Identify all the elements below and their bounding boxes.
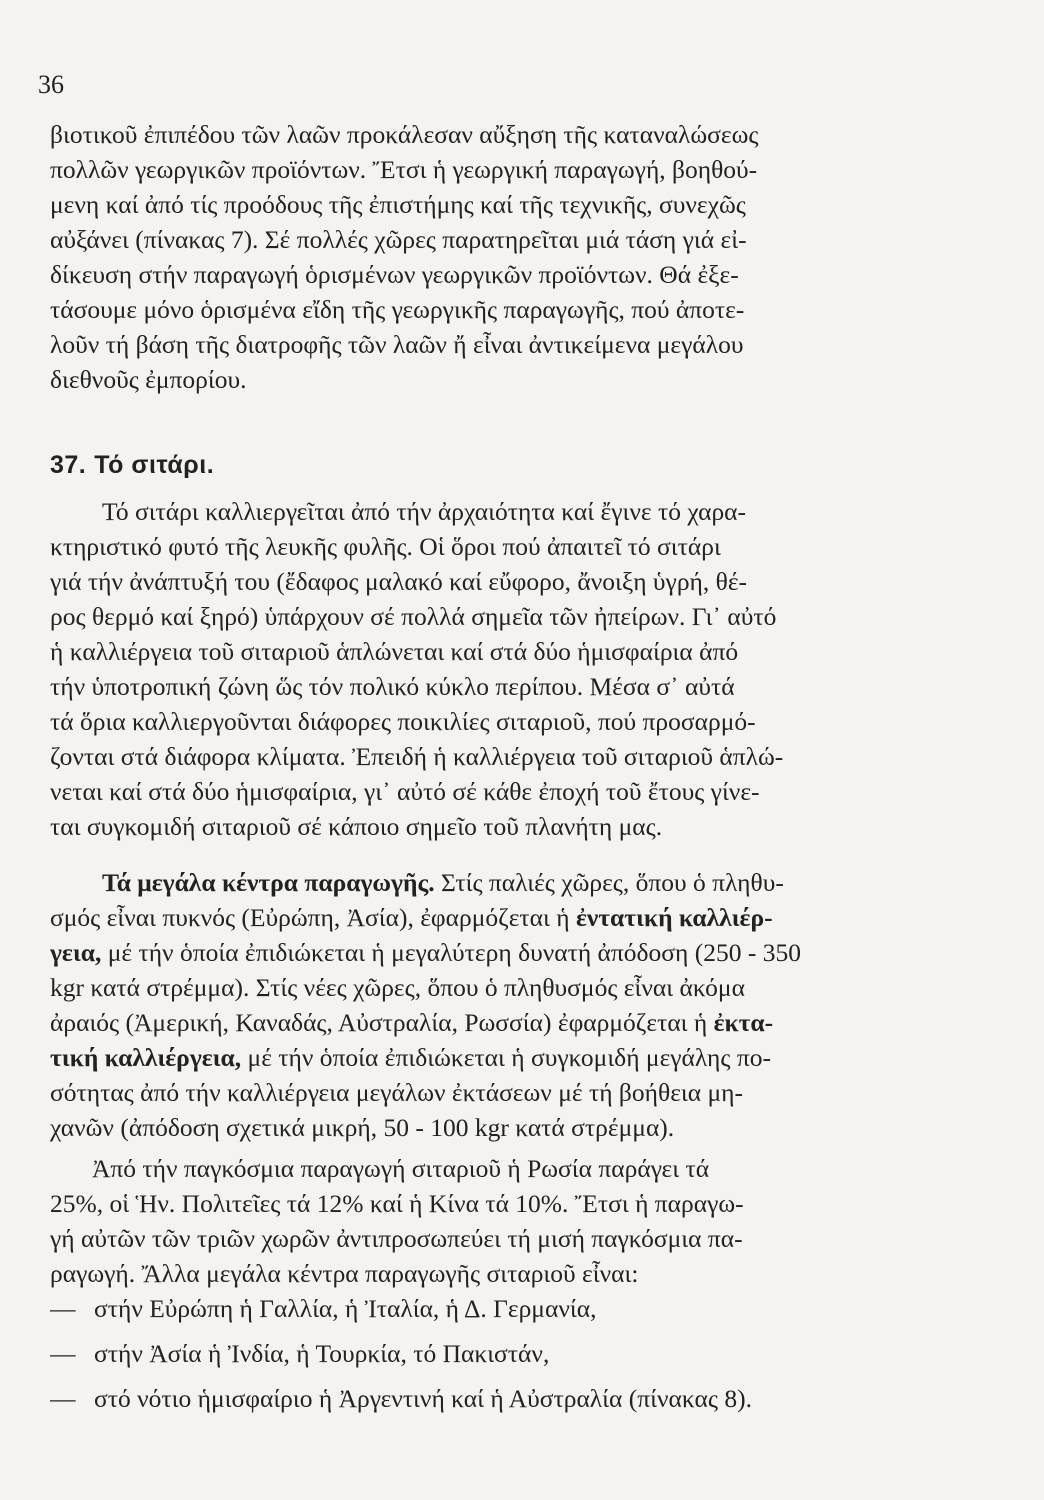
- list-item-text: στό νότιο ἡμισφαίριο ἡ Ἀργεντινή καί ἡ Αὐστραλία (πίνακας 8).: [94, 1384, 752, 1413]
- dash-bullet: —: [50, 1384, 76, 1413]
- text-line: τήν ὑποτροπική ζώνη ὥς τόν πολικό κύκλο περίπου. Μέσα σ᾽ αὐτά: [50, 672, 735, 701]
- text-line: μενη καί ἀπό τίς προόδους τῆς ἐπιστήμης καί τῆς τεχνικῆς, συνεχῶς: [50, 190, 746, 219]
- text-span: ἀραιός (Ἀμερική, Καναδάς, Αὐστραλία, Ρωσσία) ἐφαρμόζεται ἡ: [50, 1008, 714, 1037]
- section-title: Τό σιτάρι.: [94, 451, 215, 479]
- dash-bullet: —: [50, 1339, 76, 1368]
- text-line: [50, 901, 912, 935]
- text-span: μέ τήν ὁποία ἐπιδιώκεται ἡ μεγαλύτερη δυνατή ἀπόδοση (250 - 350: [101, 938, 801, 967]
- list-item: [50, 1382, 912, 1416]
- text-line: [50, 1006, 912, 1040]
- text-line: βιοτικοῦ ἐπιπέδου τῶν λαῶν προκάλεσαν αὔξηση τῆς καταναλώσεως: [50, 120, 759, 149]
- text-span: μέ τήν ὁποία ἐπιδιώκεται ἡ συγκομιδή μεγάλης πο-: [241, 1043, 771, 1072]
- text-line: ται συγκομιδή σιταριοῦ σέ κάποιο σημεῖο τοῦ πλανήτη μας.: [50, 812, 663, 841]
- text-line: λοῦν τή βάση τῆς διατροφῆς τῶν λαῶν ἤ εἶναι ἀντικείμενα μεγάλου: [50, 330, 744, 359]
- text-line: κτηριστικό φυτό τῆς λευκῆς φυλῆς. Οἱ ὅροι πού ἀπαιτεῖ τό σιτάρι: [50, 532, 721, 561]
- list-item-text: στήν Ἀσία ἡ Ἰνδία, ἡ Τουρκία, τό Πακιστάν,: [94, 1339, 550, 1368]
- text-line: δίκευση στήν παραγωγή ὁρισμένων γεωργικῶν προϊόντων. Θά ἐξε-: [50, 260, 739, 289]
- text-line: γιά τήν ἀνάπτυξή του (ἔδαφος μαλακό καί εὔφορο, ἄνοιξη ὑγρή, θέ-: [50, 567, 748, 596]
- text-line: ρος θερμό καί ξηρό) ὑπάρχουν σέ πολλά σημεῖα τῶν ἠπείρων. Γι᾽ αὐτό: [50, 602, 777, 631]
- text-line: Τό σιτάρι καλλιεργεῖται ἀπό τήν ἀρχαιότητα καί ἔγινε τό χαρα-: [102, 497, 747, 526]
- page-number: 36: [38, 70, 64, 99]
- text-line: διεθνοῦς ἐμπορίου.: [50, 365, 247, 394]
- bold-term: τική καλλιέργεια,: [50, 1043, 242, 1072]
- bold-term: ἐκτα-: [713, 1008, 774, 1037]
- text-span: σμός εἶναι πυκνός (Εὐρώπη, Ἀσία), ἐφαρμόζεται ἡ: [50, 903, 576, 932]
- bold-term: ἐντατική καλλιέρ-: [575, 903, 773, 932]
- bold-intro: Τά μεγάλα κέντρα παραγωγῆς.: [102, 868, 435, 897]
- text-line: τάσουμε μόνο ὁρισμένα εἴδη τῆς γεωργικῆς παραγωγῆς, πού ἀποτε-: [50, 295, 745, 324]
- text-line: kgr κατά στρέμμα). Στίς νέες χῶρες, ὅπου ὁ πληθυσμός εἶναι ἀκόμα: [50, 973, 745, 1002]
- text-line: ραγωγή. Ἄλλα μεγάλα κέντρα παραγωγῆς σιταριοῦ εἶναι:: [50, 1259, 639, 1288]
- text-line: νεται καί στά δύο ἡμισφαίρια, γι᾽ αὐτό σέ κάθε ἐποχή τοῦ ἔτους γίνε-: [50, 777, 760, 806]
- text-line: 25%, οἱ Ἡν. Πολιτεῖες τά 12% καί ἡ Κίνα τά 10%. Ἔτσι ἡ παραγω-: [50, 1189, 744, 1218]
- text-line: Ἀπό τήν παγκόσμια παραγωγή σιταριοῦ ἡ Ρωσία παράγει τά: [92, 1154, 710, 1183]
- text-line: γή αὐτῶν τῶν τριῶν χωρῶν ἀντιπροσωπεύει τή μισή παγκόσμια πα-: [50, 1224, 743, 1253]
- text-line: πολλῶν γεωργικῶν προϊόντων. Ἔτσι ἡ γεωργική παραγωγή, βοηθού-: [50, 155, 758, 184]
- text-span: Στίς παλιές χῶρες, ὅπου ὁ πληθυ-: [434, 868, 784, 897]
- list-item-text: στήν Εὐρώπη ἡ Γαλλία, ἡ Ἰταλία, ἡ Δ. Γερμανία,: [94, 1294, 597, 1323]
- text-line: ζονται στά διάφορα κλίματα. Ἐπειδή ἡ καλλιέργεια τοῦ σιταριοῦ ἁπλώ-: [50, 742, 784, 771]
- bold-term: γεια,: [50, 938, 102, 967]
- text-line: [50, 936, 912, 970]
- text-line: [50, 866, 912, 900]
- text-line: [50, 1041, 912, 1075]
- list-item: [50, 1337, 912, 1371]
- text-line: χανῶν (ἀπόδοση σχετικά μικρή, 50 - 100 kgr κατά στρέμμα).: [50, 1113, 675, 1142]
- section-number: 37.: [50, 451, 87, 479]
- text-line: τά ὅρια καλλιεργοῦνται διάφορες ποικιλίες σιταριοῦ, πού προσαρμό-: [50, 707, 756, 736]
- text-line: ἡ καλλιέργεια τοῦ σιταριοῦ ἁπλώνεται καί στά δύο ἡμισφαίρια ἀπό: [50, 637, 739, 666]
- dash-bullet: —: [50, 1294, 76, 1323]
- text-line: σότητας ἀπό τήν καλλιέργεια μεγάλων ἐκτάσεων μέ τή βοήθεια μη-: [50, 1078, 743, 1107]
- text-line: αὐξάνει (πίνακας 7). Σέ πολλές χῶρες παρατηρεῖται μιά τάση γιά εἰ-: [50, 225, 747, 254]
- list-item: [50, 1292, 912, 1326]
- section-heading: [50, 451, 214, 480]
